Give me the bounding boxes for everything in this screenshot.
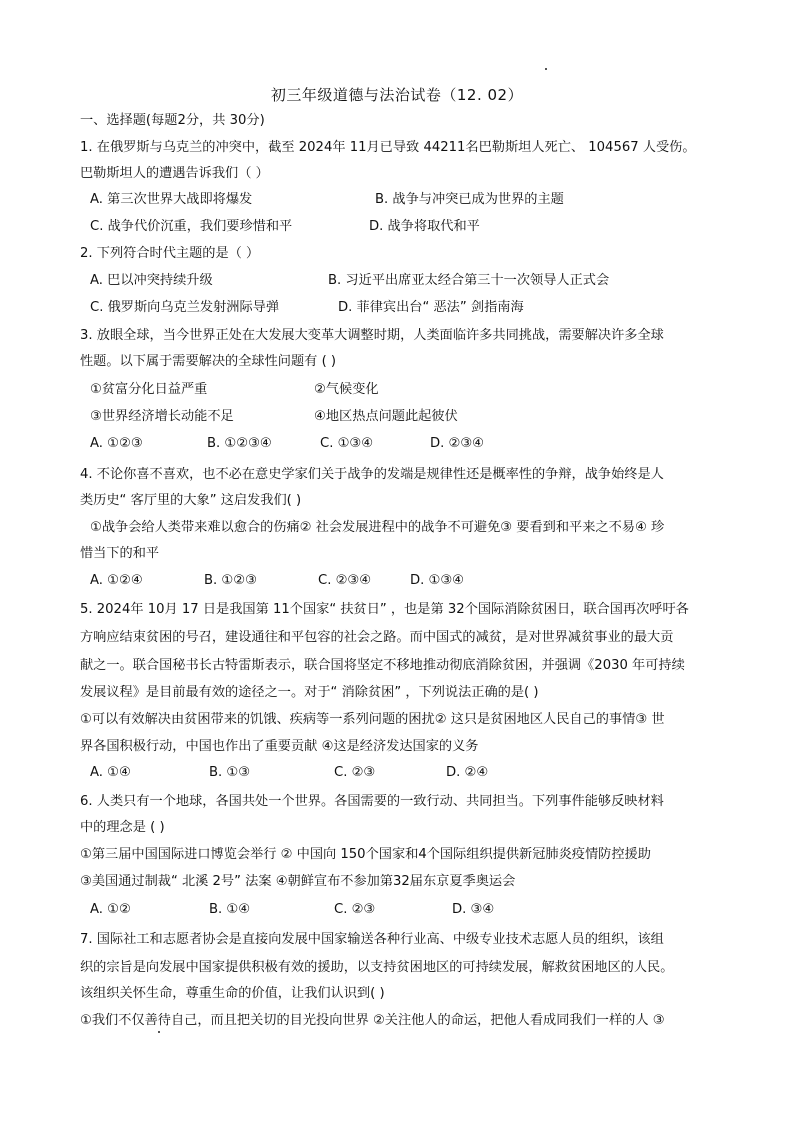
q2-stem: 2. 下列符合时代主题的是（ ） xyxy=(80,246,260,261)
q2-option-c: C. 俄罗斯向乌克兰发射洲际导弹 xyxy=(90,300,280,315)
q2-option-b: B. 习近平出席亚太经合第三十一次领导人正式会 xyxy=(328,273,610,288)
q3-item-4: ④地区热点问题此起彼伏 xyxy=(314,409,458,424)
q2-option-d: D. 菲律宾出台“ 恶法” 剑指南海 xyxy=(338,300,524,315)
q4-option-d: D. ①③④ xyxy=(410,573,465,588)
q5-option-d: D. ②④ xyxy=(446,765,489,780)
q5-stem-cont-1: 方响应结束贫困的号召，建设通往和平包容的社会之路。而中国式的减贫，是对世界减贫事业的最大贡 xyxy=(80,630,674,645)
q6-items-cont: ③美国通过制裁“ 北溪 2号” 法案 ④朝鲜宣布不参加第32届东京夏季奥运会 xyxy=(80,874,516,889)
q6-stem-cont: 中的理念是 ( ) xyxy=(80,820,165,835)
q4-stem: 4. 不论你喜不喜欢，也不必在意史学家们关于战争的发端是规律性还是概率性的争辩，战争始终是人 xyxy=(80,467,664,482)
q5-items-cont: 界各国积极行动，中国也作出了重要贡献 ④这是经济发达国家的义务 xyxy=(80,739,479,754)
q3-option-a: A. ①②③ xyxy=(90,436,143,451)
q5-stem-cont-3: 发展议程》是目前最有效的途径之一。对于“ 消除贫困” ，下列说法正确的是( ) xyxy=(80,685,539,700)
q6-items: ①第三届中国国际进口博览会举行 ② 中国向 150个国家和4个国际组织提供新冠肺炎疫情防控援助 xyxy=(80,847,651,862)
q3-stem-cont: 性题。以下属于需要解决的全球性问题有 ( ) xyxy=(80,354,337,369)
page-title: 初三年级道德与法治试卷（12. 02） xyxy=(270,86,524,104)
scan-speck xyxy=(545,68,547,70)
q1-option-b: B. 战争与冲突已成为世界的主题 xyxy=(375,192,564,207)
q5-option-c: C. ②③ xyxy=(334,765,376,780)
q6-option-d: D. ③④ xyxy=(452,902,495,917)
q1-option-c: C. 战争代价沉重，我们要珍惜和平 xyxy=(90,219,293,234)
q3-option-b: B. ①②③④ xyxy=(207,436,272,451)
q5-option-a: A. ①④ xyxy=(90,765,131,780)
q1-option-d: D. 战争将取代和平 xyxy=(369,219,480,234)
q1-stem-cont: 巴勒斯坦人的遭遇告诉我们（ ） xyxy=(80,166,269,181)
q6-stem: 6. 人类只有一个地球，各国共处一个世界。各国需要的一致行动、共同担当。下列事件能够反映材料 xyxy=(80,794,664,809)
q5-stem: 5. 2024年 10月 17 日是我国第 11个国家“ 扶贫日” ，也是第 32个国际消除贫困日，联合国再次呼吁各 xyxy=(80,602,689,617)
q5-items: ①可以有效解决由贫困带来的饥饿、疾病等一系列问题的困扰② 这只是贫困地区人民自己的事情③ 世 xyxy=(80,712,665,727)
q3-option-c: C. ①③④ xyxy=(320,436,374,451)
q3-item-3: ③世界经济增长动能不足 xyxy=(90,409,234,424)
q4-stem-cont: 类历史“ 客厅里的大象” 这启发我们( ) xyxy=(80,493,302,508)
q5-stem-cont-2: 献之一。联合国秘书长古特雷斯表示，联合国将坚定不移地推动彻底消除贫困，并强调《2030 年可持续 xyxy=(80,658,685,673)
q6-option-c: C. ②③ xyxy=(334,902,376,917)
q4-option-c: C. ②③④ xyxy=(318,573,372,588)
q4-option-b: B. ①②③ xyxy=(204,573,257,588)
q2-option-a: A. 巴以冲突持续升级 xyxy=(90,273,213,288)
scan-speck xyxy=(158,1031,160,1033)
q7-stem: 7. 国际社工和志愿者协会是直接向发展中国家输送各种行业高、中级专业技术志愿人员的组织，该组 xyxy=(80,932,664,947)
q3-stem: 3. 放眼全球，当今世界正处在大发展大变革大调整时期，人类面临许多共同挑战，需要解决许多全球 xyxy=(80,328,664,343)
q1-option-a: A. 第三次世界大战即将爆发 xyxy=(90,192,253,207)
q7-stem-cont-2: 该组织关怀生命，尊重生命的价值，让我们认识到( ) xyxy=(80,986,385,1001)
section-heading: 一、选择题(每题2分，共 30分) xyxy=(80,113,265,128)
q6-option-a: A. ①② xyxy=(90,902,131,917)
q7-items: ①我们不仅善待自己，而且把关切的目光投向世界 ②关注他人的命运，把他人看成同我们一样的人 ③ xyxy=(80,1013,665,1028)
q5-option-b: B. ①③ xyxy=(209,765,251,780)
q3-option-d: D. ②③④ xyxy=(430,436,485,451)
q4-items-cont: 惜当下的和平 xyxy=(80,546,160,561)
q3-item-1: ①贫富分化日益严重 xyxy=(90,382,208,397)
q7-stem-cont-1: 织的宗旨是向发展中国家提供积极有效的援助，以支持贫困地区的可持续发展，解救贫困地区的人民。 xyxy=(80,960,674,975)
q4-option-a: A. ①②④ xyxy=(90,573,143,588)
q1-stem: 1. 在俄罗斯与乌克兰的冲突中，截至 2024年 11月已导致 44211名巴勒斯坦人死亡、 104567 人受伤。 xyxy=(80,140,696,155)
q4-items: ①战争会给人类带来难以愈合的伤痛② 社会发展进程中的战争不可避免③ 要看到和平来之不易④ 珍 xyxy=(90,520,665,535)
q3-item-2: ②气候变化 xyxy=(314,382,379,397)
q6-option-b: B. ①④ xyxy=(209,902,251,917)
